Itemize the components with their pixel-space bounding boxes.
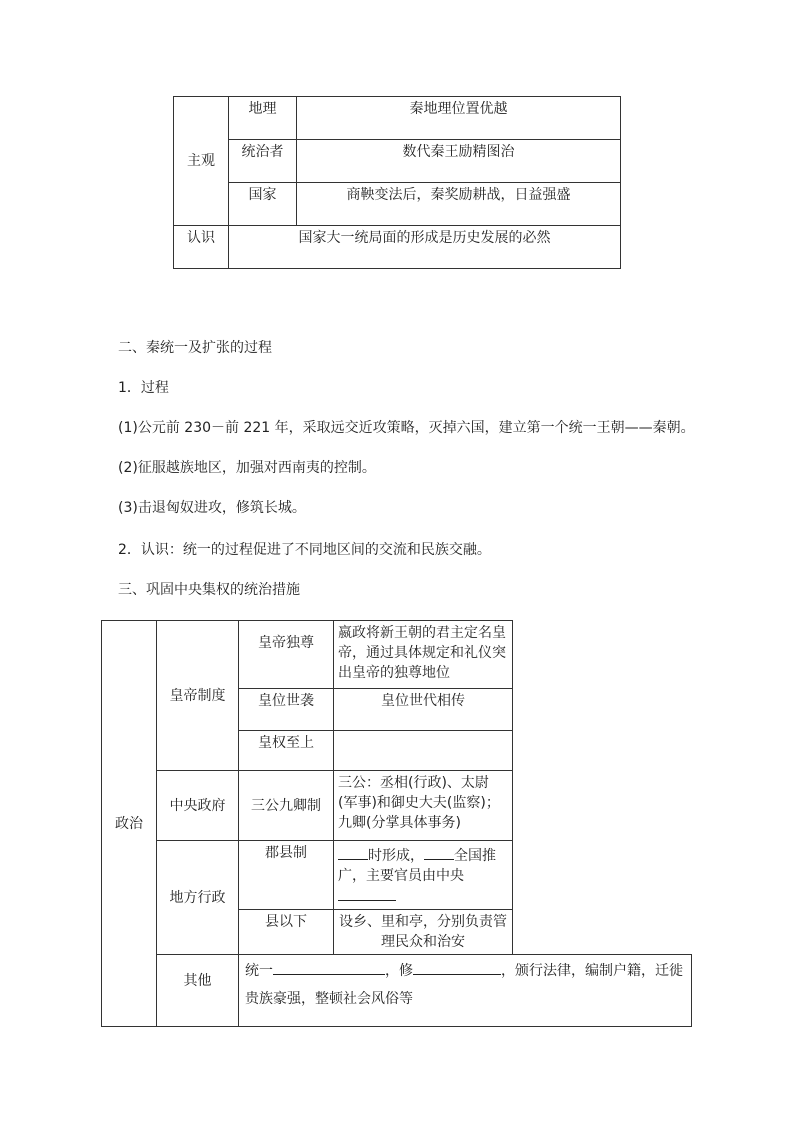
commandery-label: 郡县制 (239, 841, 334, 910)
local-gov-label: 地方行政 (157, 841, 239, 955)
commandery-part1: 时形成， (368, 848, 424, 864)
other-suffix: ，颁行法律，编制户籍，迁徙贵族豪强，整顿社会风俗等 (245, 963, 683, 1007)
below-county-content: 设乡、里和亭，分别负责管理民众和治安 (334, 910, 513, 955)
state-label: 国家 (229, 183, 297, 226)
subjective-label: 主观 (174, 97, 229, 226)
emperor-system-label: 皇帝制度 (157, 621, 239, 771)
centralization-measures-table (101, 620, 692, 1027)
understanding-label: 认识 (174, 226, 229, 269)
emperor-supreme-label: 皇帝独尊 (239, 621, 334, 689)
understanding-content: 国家大一统局面的形成是历史发展的必然 (229, 226, 621, 269)
section3-heading: 三、巩固中央集权的统治措施 (118, 582, 300, 598)
section2-sub2: 2．认识：统一的过程促进了不同地区间的交流和民族交融。 (118, 542, 491, 558)
geography-label: 地理 (229, 97, 297, 140)
other-content (239, 955, 692, 1027)
section2-item1: (1)公元前 230－前 221 年，采取远交近攻策略，灭掉六国，建立第一个统一王朝——秦朝。 (118, 420, 695, 436)
blank-4[interactable] (273, 960, 385, 975)
hereditary-throne-content: 皇位世代相传 (334, 689, 513, 731)
other-label: 其他 (157, 955, 239, 1027)
ruler-label: 统治者 (229, 140, 297, 183)
section2-item2: (2)征服越族地区，加强对西南夷的控制。 (118, 460, 376, 476)
subjective-factors-table (173, 96, 621, 269)
imperial-power-label: 皇权至上 (239, 731, 334, 771)
three-ministers-label: 三公九卿制 (239, 771, 334, 841)
emperor-supreme-content: 嬴政将新王朝的君主定名皇帝，通过具体规定和礼仪突出皇帝的独尊地位 (334, 621, 513, 689)
ruler-content: 数代秦王励精图治 (297, 140, 621, 183)
other-mid: ，修 (385, 963, 413, 979)
central-gov-content: 三公：丞相(行政)、太尉(军事)和御史大夫(监察)；九卿(分掌具体事务) (334, 771, 513, 841)
below-county-label: 县以下 (239, 910, 334, 955)
section2-sub1: 1．过程 (118, 380, 169, 396)
section2-heading: 二、秦统一及扩张的过程 (118, 340, 272, 356)
blank-3[interactable] (338, 886, 396, 901)
hereditary-throne-label: 皇位世袭 (239, 689, 334, 731)
blank-2[interactable] (424, 845, 454, 860)
state-content: 商鞅变法后，秦奖励耕战，日益强盛 (297, 183, 621, 226)
blank-5[interactable] (413, 960, 501, 975)
commandery-content (334, 841, 513, 910)
commandery-part2: 全国推广，主要官员由中央 (338, 848, 496, 884)
politics-label: 政治 (102, 621, 157, 1027)
other-prefix: 统一 (245, 963, 273, 979)
central-gov-label: 中央政府 (157, 771, 239, 841)
geography-content: 秦地理位置优越 (297, 97, 621, 140)
imperial-power-content (334, 731, 513, 771)
blank-1[interactable] (338, 845, 368, 860)
section2-item3: (3)击退匈奴进攻，修筑长城。 (118, 500, 306, 516)
